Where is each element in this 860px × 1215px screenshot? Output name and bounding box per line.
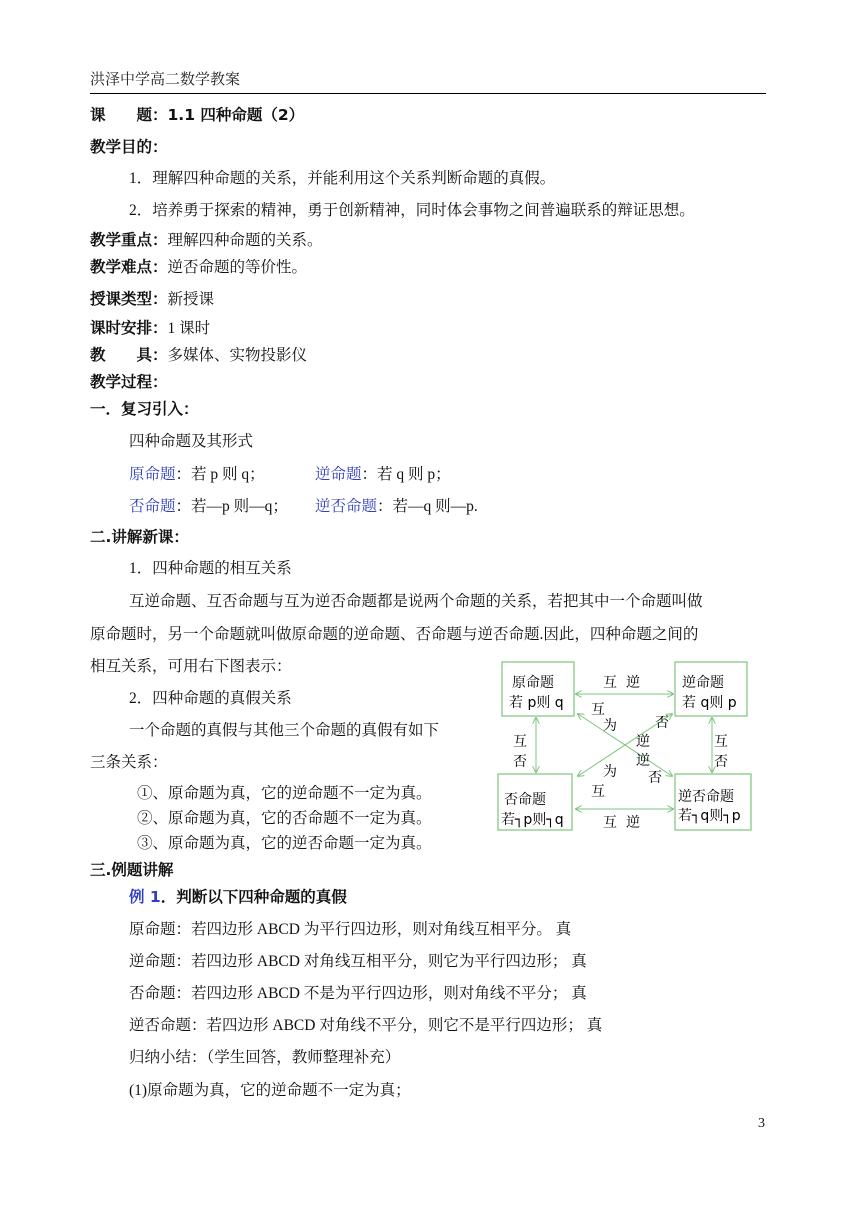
example-original: 原命题：若四边形 ABCD 为平行四边形，则对角线互相平分。 真	[129, 921, 572, 938]
form-original	[129, 462, 265, 484]
orig-label: 原命题	[129, 466, 176, 483]
diff-value: 逆否命题的等价性。	[167, 259, 308, 276]
difficulty	[90, 255, 307, 277]
summary: 归纳小结：（学生回答，教师整理补充）	[129, 1049, 401, 1066]
key-point	[90, 228, 323, 250]
section-1-heading: 一．复习引入：	[90, 400, 199, 418]
para-2-line-1: 一个命题的真假与其他三个命题的真假有如下	[129, 722, 440, 739]
form-converse	[315, 462, 451, 484]
para-2-line-2: 三条关系：	[90, 754, 168, 771]
label-bottom-ni: 逆	[626, 815, 640, 831]
subheading-2: 2．四种命题的真假关系	[129, 690, 292, 707]
label-right-fou: 否	[714, 754, 728, 770]
box-original-line-2: 若 p则 q	[509, 695, 564, 711]
summary-point-1: (1)原命题为真，它的逆命题不一定为真；	[129, 1082, 411, 1099]
example-contrapositive: 逆否命题：若四边形 ABCD 对角线不平分，则它不是平行四边形； 真	[129, 1017, 603, 1034]
inv-label: 否命题	[129, 498, 176, 515]
header-rule	[90, 93, 766, 94]
inv-form: ：若—p 则—q；	[175, 498, 288, 515]
relation-2: ②、原命题为真，它的否命题不一定为真。	[137, 810, 432, 827]
label-diag-wei: 为	[603, 718, 617, 734]
box-converse-line-1: 逆命题	[682, 675, 724, 691]
label-diag-ni: 逆	[636, 734, 650, 750]
box-contrapositive-line-1: 逆否命题	[678, 789, 734, 805]
page-number: 3	[758, 1116, 765, 1131]
label-right-hu: 互	[714, 734, 728, 750]
contra-form: ：若—q 则—p.	[377, 498, 478, 515]
box-inverse-line-2: 若┐p则┐q	[501, 812, 564, 828]
section-2-heading: 二.讲解新课：	[90, 528, 189, 546]
teaching-tools	[90, 343, 307, 365]
label-top-hu: 互	[603, 675, 617, 691]
goal-2: 2．培养勇于探索的精神，勇于创新精神，同时体会事物之间普遍联系的辩证思想。	[129, 202, 695, 219]
lesson-hours	[90, 316, 210, 338]
box-contrapositive-line-2: 若┐q则┐p	[678, 808, 741, 824]
document-header: 洪泽中学高二数学教案	[90, 72, 241, 88]
example-label: 例 1	[129, 888, 161, 906]
para-1-line-1: 互逆命题、互否命题与互为逆否命题都是说两个命题的关系，若把其中一个命题叫做	[129, 593, 703, 610]
label-bottom-hu: 互	[603, 815, 617, 831]
type-label: 授课类型：	[90, 290, 168, 308]
orig-form: ：若 p 则 q；	[175, 466, 265, 483]
example-1-heading	[129, 885, 347, 907]
conv-label: 逆命题	[315, 466, 362, 483]
title-value: 1.1 四种命题（2）	[167, 106, 305, 124]
example-converse: 逆命题：若四边形 ABCD 对角线互相平分，则它为平行四边形； 真	[129, 953, 587, 970]
example-inverse: 否命题：若四边形 ABCD 不是为平行四边形，则对角线不平分； 真	[129, 985, 587, 1002]
relation-3: ③、原命题为真，它的逆否命题一定为真。	[137, 835, 432, 852]
box-converse-line-2: 若 q则 p	[682, 695, 737, 711]
label-left-hu: 互	[513, 734, 527, 750]
relation-1: ①、原命题为真，它的逆命题不一定为真。	[137, 785, 432, 802]
key-label: 教学重点：	[90, 231, 168, 249]
goal-1: 1．理解四种命题的关系，并能利用这个关系判断命题的真假。	[129, 170, 556, 187]
title-label: 课 题：	[90, 106, 168, 124]
subheading-1: 1．四种命题的相互关系	[129, 560, 292, 577]
diff-label: 教学难点：	[90, 258, 168, 276]
goals-label: 教学目的：	[90, 138, 168, 156]
form-inverse	[129, 494, 288, 516]
lesson-title	[90, 103, 304, 125]
four-propositions-diagram	[492, 656, 757, 836]
para-1-line-3: 相互关系，可用右下图表示：	[90, 658, 292, 675]
lesson-type	[90, 287, 214, 309]
form-contrapositive	[315, 494, 478, 516]
box-original-line-1: 原命题	[512, 675, 554, 691]
hours-label: 课时安排：	[90, 319, 168, 337]
conv-form: ：若 q 则 p；	[361, 466, 451, 483]
tools-value: 多媒体、实物投影仪	[167, 347, 308, 364]
type-value: 新授课	[167, 291, 215, 308]
label-diag-ni-2: 逆	[636, 753, 650, 769]
tools-label: 教 具：	[90, 346, 168, 364]
label-diag-fou-2: 否	[648, 770, 662, 786]
contra-label: 逆否命题	[315, 498, 378, 515]
hours-value: 1 课时	[167, 320, 211, 337]
box-inverse-line-1: 否命题	[504, 792, 546, 808]
key-value: 理解四种命题的关系。	[167, 232, 323, 249]
process-label: 教学过程：	[90, 373, 168, 391]
label-top-ni: 逆	[626, 675, 640, 691]
para-1-line-2: 原命题时，另一个命题就叫做原命题的逆命题、否命题与逆否命题.因此，四种命题之间的	[90, 626, 699, 643]
example-title: ．判断以下四种命题的真假	[160, 888, 347, 906]
label-diag-wei-2: 为	[603, 764, 617, 780]
label-diag-fou: 否	[655, 715, 669, 731]
label-diag-hu-2: 互	[591, 784, 605, 800]
forms-intro: 四种命题及其形式	[129, 433, 254, 450]
section-3-heading: 三.例题讲解	[90, 861, 174, 879]
label-left-fou: 否	[513, 754, 527, 770]
label-diag-hu: 互	[591, 702, 605, 718]
